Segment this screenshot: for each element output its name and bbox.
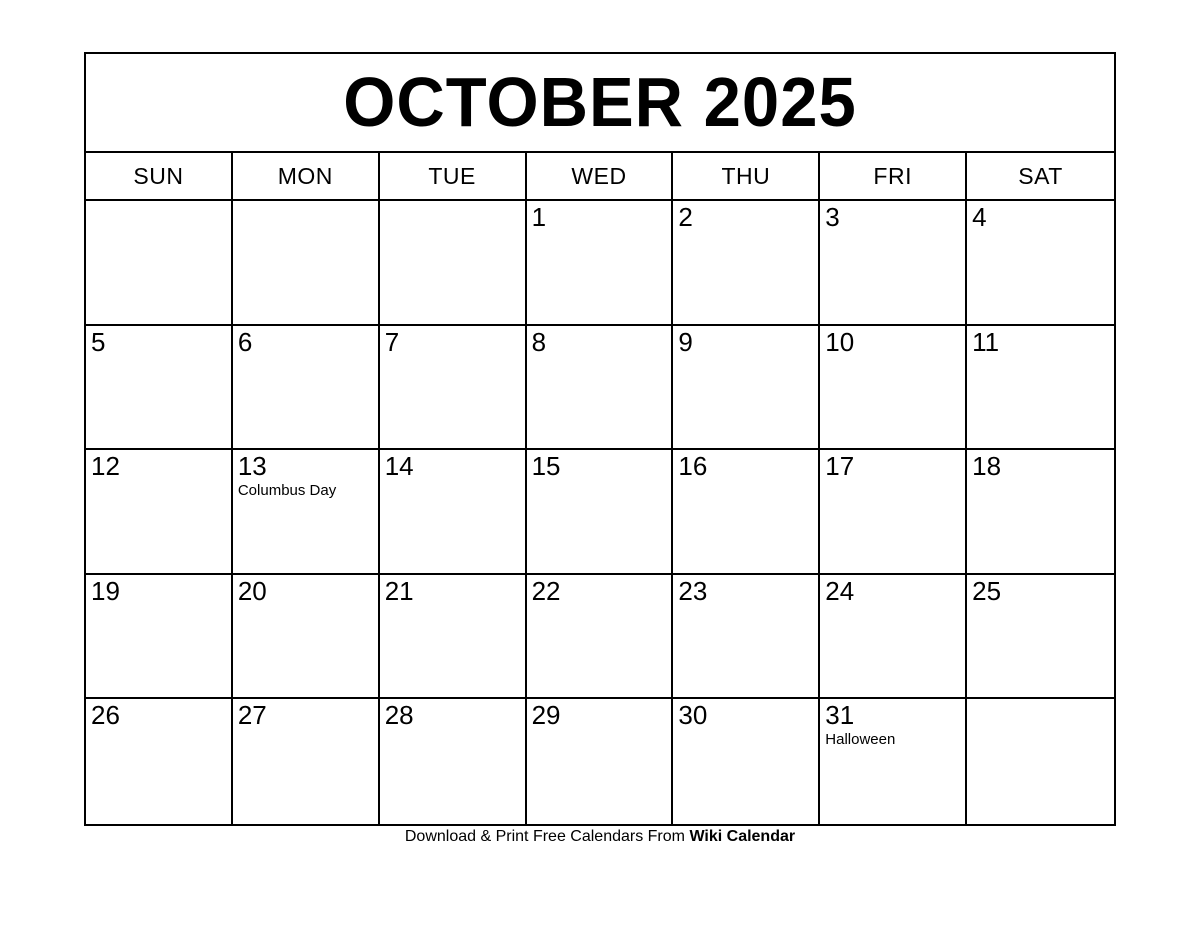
day-number: 10 [825,326,855,357]
day-cell [820,450,967,575]
day-cell [820,575,967,700]
weekday-header-thu: THU [673,153,820,199]
day-number: 28 [384,700,414,731]
day-number: 5 [91,326,106,357]
day-number: 2 [678,202,693,232]
day-cell [86,326,233,451]
day-number: 20 [237,575,267,606]
event-label: Halloween [825,731,896,749]
day-cell [527,326,674,451]
weekday-header-wed: WED [527,153,674,199]
day-number: 21 [384,575,414,606]
day-cell [380,450,527,575]
wiki-calendar-link[interactable]: Wiki Calendar [689,828,796,845]
day-cell [527,201,674,326]
day-cell [967,575,1114,700]
day-number: 13 [237,451,267,482]
day-number: 17 [825,451,855,482]
day-cell [967,201,1114,326]
day-cell [527,450,674,575]
day-number: 7 [384,326,400,357]
day-cell [380,575,527,700]
day-cell [673,201,820,326]
day-number: 11 [972,326,1000,357]
day-number: 15 [531,451,561,482]
day-cell [527,699,674,824]
calendar [84,52,1116,826]
footer [0,828,1200,846]
day-number: 1 [531,202,547,232]
calendar-title: OCTOBER 2025 [343,63,857,142]
day-number: 31 [825,700,855,731]
day-cell [673,575,820,700]
day-cell [380,326,527,451]
day-number: 9 [678,326,693,357]
weekday-header-mon: MON [233,153,380,199]
day-cell [380,699,527,824]
day-number: 18 [972,451,1002,482]
day-number: 8 [531,326,547,357]
weekday-header-sat: SAT [1018,162,1063,189]
day-number: 25 [972,575,1002,606]
day-number: 3 [825,202,840,232]
day-cell [967,699,1114,824]
day-cell [86,699,233,824]
weekday-header-fri: FRI [820,153,967,199]
day-cell [86,575,233,700]
day-cell [527,575,674,700]
day-cell-columbus-day [233,450,380,575]
day-number: 19 [91,575,120,606]
day-cell-halloween [820,699,967,824]
weekday-header-row [86,153,1114,201]
day-number: 4 [972,202,987,232]
day-cell [233,699,380,824]
calendar-grid [86,201,1114,824]
day-number: 27 [237,700,267,731]
weekday-header-sun: SUN [86,153,233,199]
day-cell [820,201,967,326]
day-cell [673,450,820,575]
day-cell [86,450,233,575]
day-cell [380,201,527,326]
day-cell [233,575,380,700]
day-cell [233,201,380,326]
day-number: 22 [531,575,561,606]
day-cell [967,450,1114,575]
day-number: 24 [825,575,855,606]
day-cell [233,326,380,451]
day-number: 29 [531,700,561,731]
day-cell [673,699,820,824]
day-number: 14 [384,451,414,482]
day-cell [820,326,967,451]
day-cell [967,326,1114,451]
day-number: 30 [678,700,708,731]
event-label: Columbus Day [237,482,337,500]
weekday-header-tue: TUE [380,153,527,199]
day-number: 16 [678,451,708,482]
day-cell [86,201,233,326]
footer-text: Download & Print Free Calendars From [404,828,690,845]
day-cell [673,326,820,451]
day-number: 12 [91,451,120,482]
day-number: 23 [678,575,708,606]
day-number: 26 [91,700,120,731]
calendar-title-bar [86,54,1114,153]
day-number: 6 [237,326,253,357]
